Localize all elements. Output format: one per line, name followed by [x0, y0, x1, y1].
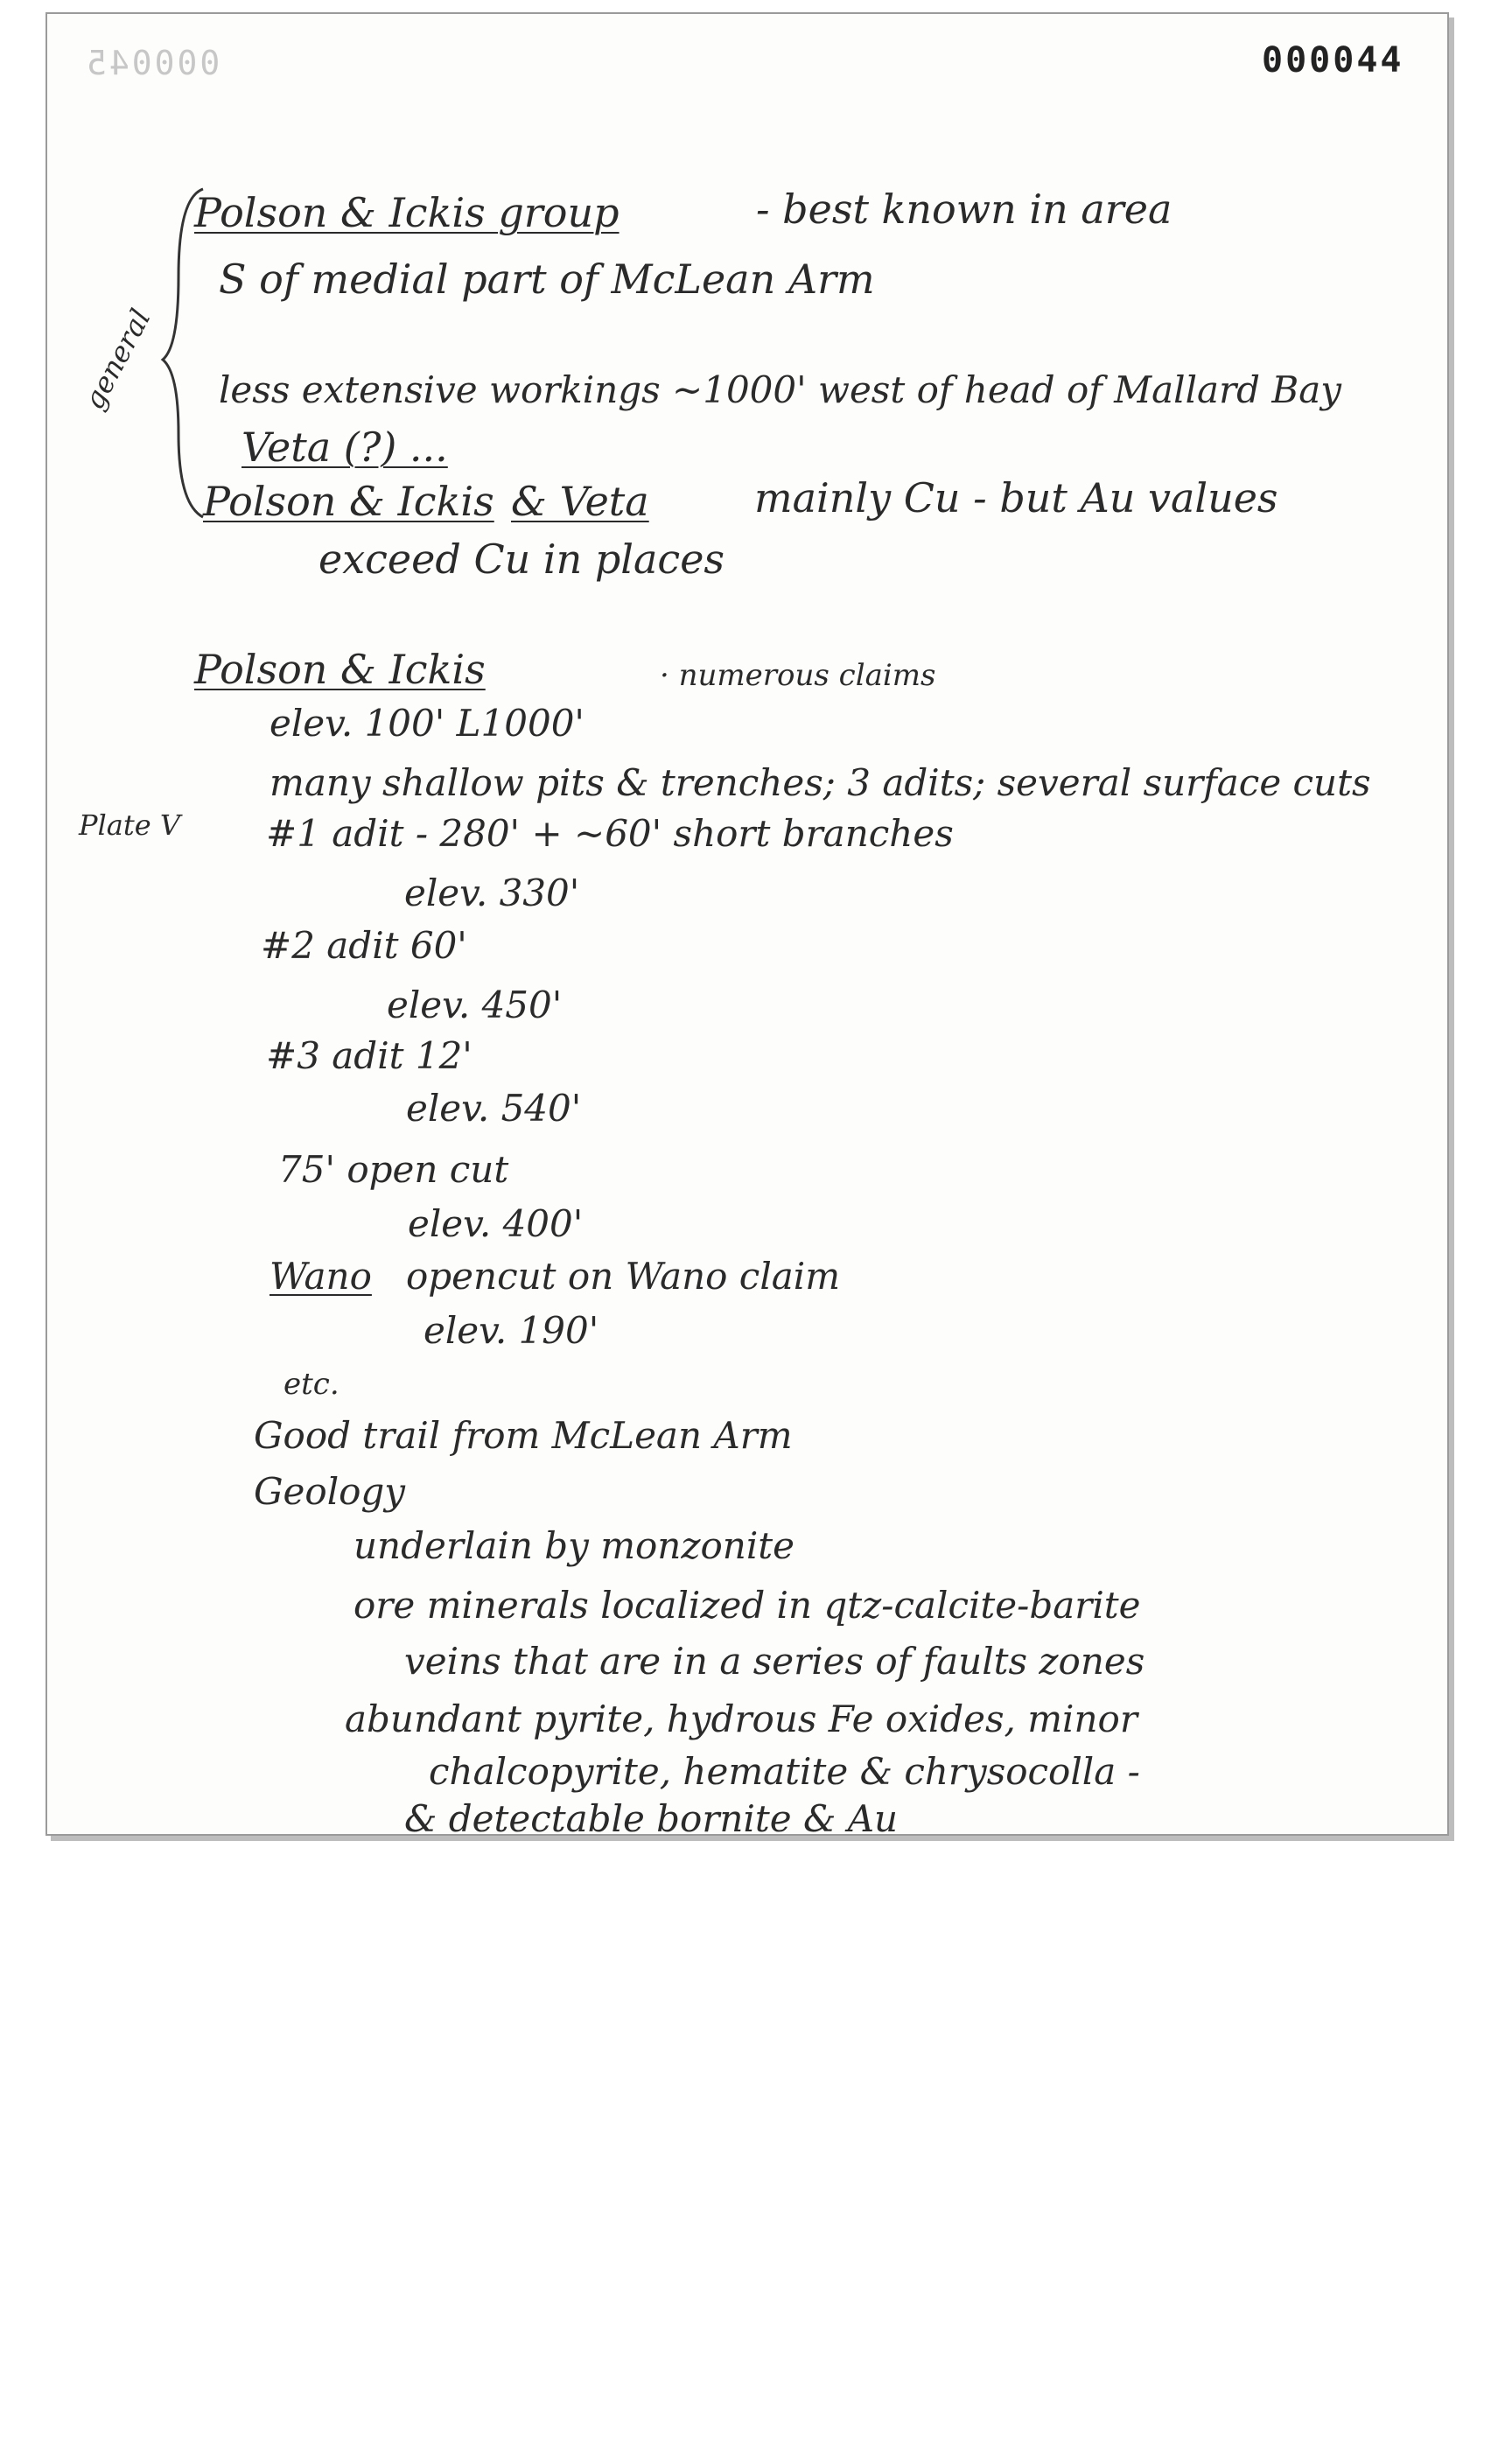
veta-underlined: & Veta — [511, 478, 649, 525]
numerous-claims: · numerous claims — [660, 658, 936, 693]
adit-2-elevation: elev. 450' — [387, 984, 563, 1026]
etc-note: etc. — [284, 1367, 340, 1402]
adit-1-line: #1 adit - 280' + ~60' short branches — [266, 812, 954, 855]
adit-3-line: #3 adit 12' — [266, 1034, 472, 1077]
chalcopyrite-line: chalcopyrite, hematite & chrysocolla - — [429, 1750, 1140, 1793]
monzonite-line: underlain by monzonite — [354, 1524, 794, 1567]
bornite-line: & detectable bornite & Au — [404, 1797, 899, 1840]
section-title: Polson & Ickis — [194, 646, 486, 693]
open-cut-line: 75' open cut — [278, 1148, 509, 1191]
good-trail-line: Good trail from McLean Arm — [254, 1414, 793, 1457]
polson-ickis-underlined: Polson & Ickis — [203, 478, 494, 525]
adit-1-elevation: elev. 330' — [404, 872, 580, 914]
pits-trenches-line: many shallow pits & trenches; 3 adits; several surface cuts — [270, 761, 1371, 804]
location-line: S of medial part of McLean Arm — [219, 256, 875, 303]
group-title-note: - best known in area — [756, 186, 1172, 233]
ore-minerals-line: ore minerals localized in qtz-calcite-barite — [354, 1584, 1141, 1627]
veta-line: Veta (?) ... — [242, 424, 448, 471]
pyrite-line: abundant pyrite, hydrous Fe oxides, minor — [345, 1698, 1138, 1740]
general-side-note: general — [77, 303, 158, 415]
group-title: Polson & Ickis group — [194, 189, 620, 236]
adit-3-elevation: elev. 540' — [406, 1087, 582, 1130]
adit-2-line: #2 adit 60' — [261, 924, 467, 967]
wano-elevation: elev. 190' — [424, 1309, 599, 1352]
elevation-range: elev. 100' L1000' — [270, 702, 584, 745]
exceed-cu-line: exceed Cu in places — [318, 536, 725, 583]
open-cut-elevation: elev. 400' — [408, 1202, 584, 1245]
workings-line: less extensive workings ~1000' west of head of Mallard Bay — [219, 368, 1342, 411]
geology-heading: Geology — [254, 1470, 406, 1513]
mainly-cu-line: mainly Cu - but Au values — [754, 474, 1278, 522]
veins-line: veins that are in a series of faults zones — [404, 1640, 1145, 1683]
page-number-stamp: 000044 — [1262, 40, 1404, 80]
wano-underlined: Wano — [270, 1255, 372, 1298]
scanned-page — [46, 12, 1449, 1840]
ghost-page-number: 000045 — [84, 44, 220, 82]
plate-side-note: Plate V — [79, 808, 180, 842]
wano-opencut-line: opencut on Wano claim — [406, 1255, 841, 1298]
